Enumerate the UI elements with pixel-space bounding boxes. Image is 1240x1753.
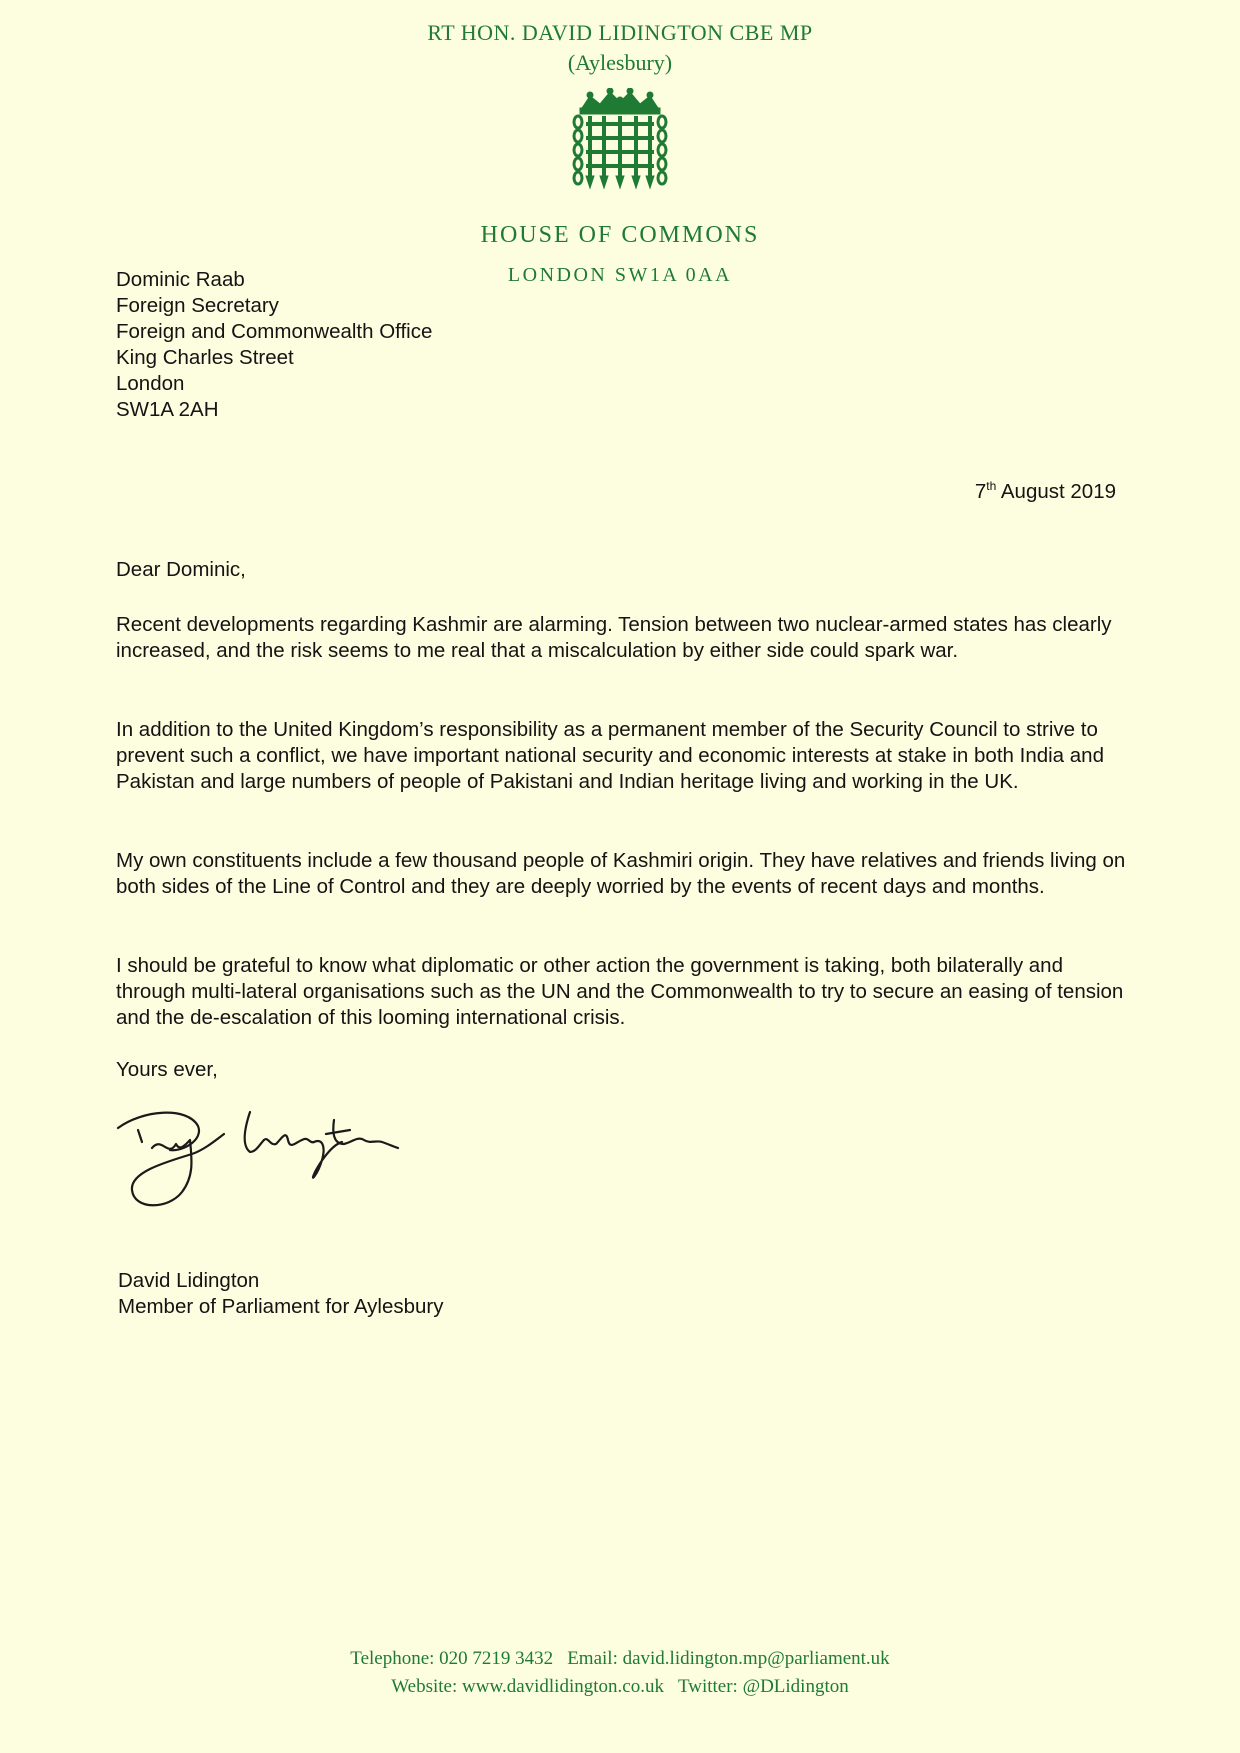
footer-telephone: Telephone: 020 7219 3432 xyxy=(350,1648,554,1669)
salutation: Dear Dominic, xyxy=(116,558,246,581)
recipient-address-block xyxy=(116,267,432,423)
footer-website: Website: www.davidlidington.co.uk xyxy=(391,1676,664,1697)
paragraph-1: Recent developments regarding Kashmir are alarming. Tension between two nuclear-armed states has clearly increased, and the risk seems to me real that a miscalculation by either side could spark war. xyxy=(116,613,1112,662)
portcullis-icon xyxy=(568,88,672,192)
recipient-title: Foreign Secretary xyxy=(116,294,279,317)
date-suffix: th xyxy=(986,479,997,493)
letterhead-address: LONDON SW1A 0AA xyxy=(507,264,733,286)
recipient-name: Dominic Raab xyxy=(116,268,245,291)
letterhead-constituency: (Aylesbury) xyxy=(567,50,673,75)
footer-twitter: Twitter: @DLidington xyxy=(677,1676,849,1697)
recipient-city: London xyxy=(116,372,185,395)
footer-contact-line-1 xyxy=(0,1648,1240,1670)
recipient-office: Foreign and Commonwealth Office xyxy=(116,320,433,343)
letterhead-house-of-commons: HOUSE OF COMMONS xyxy=(480,222,760,248)
paragraph-3: My own constituents include a few thousand people of Kashmiri origin. They have relatives and friends living on both sides of the Line of Control and they are deeply worried by the events of recent days and months. xyxy=(116,849,1126,898)
paragraph-4: I should be grateful to know what diplomatic or other action the government is taking, both bilaterally and through multi-lateral organisations such as the UN and the Commonwealth to try to secure an easing of tension and the de-escalation of this looming international crisis. xyxy=(116,954,1124,1029)
recipient-postcode: SW1A 2AH xyxy=(116,398,219,421)
date-day: 7 xyxy=(974,480,987,503)
date-month-year: August 2019 xyxy=(996,480,1116,503)
closing: Yours ever, xyxy=(116,1058,218,1081)
paragraph-2: In addition to the United Kingdom’s responsibility as a permanent member of the Security Council to strive to prevent such a conflict, we have important national security and economic interests at stake in both India and Pakistan and large numbers of people of Pakistani and Indian heritage living and working in the UK. xyxy=(116,718,1104,793)
signer-role: Member of Parliament for Aylesbury xyxy=(118,1295,444,1318)
letter-date xyxy=(900,479,1116,505)
footer-contact-line-2 xyxy=(0,1676,1240,1698)
signer-name: David Lidington xyxy=(118,1269,260,1292)
signature xyxy=(112,1100,402,1220)
footer-email: Email: david.lidington.mp@parliament.uk xyxy=(567,1648,890,1669)
recipient-street: King Charles Street xyxy=(116,346,294,369)
letterhead-mp-name: RT HON. DAVID LIDINGTON CBE MP xyxy=(427,20,813,45)
